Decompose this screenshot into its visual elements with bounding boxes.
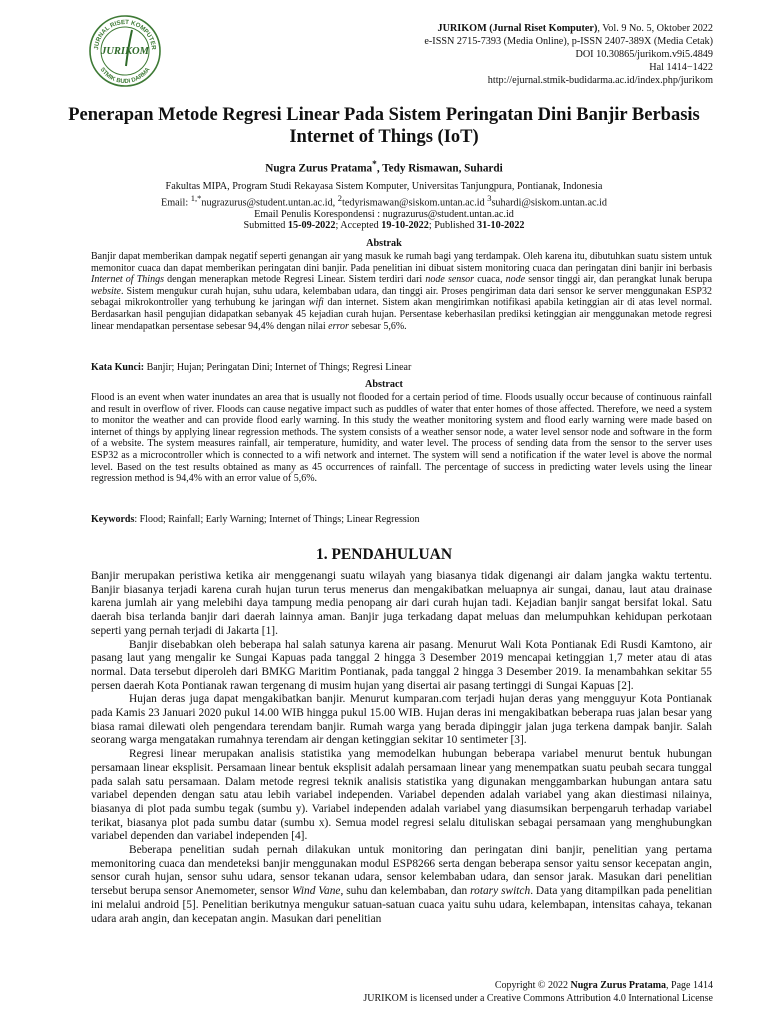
keywords-label: Keywords: [91, 514, 135, 525]
logo-text: JURIKOM: [101, 46, 149, 57]
paragraph-2: Banjir disebabkan oleh beberapa hal salah satunya karena air pasang. Menurut Wali Kota Pontianak Edi Rusdi Kamtono, air pasang laut yang mengalir ke Sungai Kapuas pada tanggal 2 hingga 3 Desember 2019 mencapai ketinggian 1,7 meter atau di atas normal. Data tersebut diperoleh dari BMKG Maritim Pontianak, pada tanggal 2 hingga 3 Desember 2019. Ia menambahkan sekitar 55 persen daerah Kota Pontianak rawan tergenang di musim hujan yang disertai air pasang tertinggi di Sungai Kapuas [2].: [91, 638, 712, 692]
submitted-date: 15-09-2022: [287, 220, 336, 232]
journal-issn: e-ISSN 2715-7393 (Media Online), p-ISSN 2407-389X (Media Cetak): [424, 36, 713, 47]
author-rest: , Tedy Rismawan, Suhardi: [376, 162, 503, 175]
abstrak-heading: Abstrak: [366, 238, 402, 249]
email-3[interactable]: suhardi@siskom.untan.ac.id: [491, 196, 607, 208]
copyright-author: Nugra Zurus Pratama: [570, 980, 667, 991]
journal-title-line: [424, 22, 713, 35]
journal-logo: [88, 14, 162, 88]
copyright-line: Copyright © 2022 Nugra Zurus Pratama, Page 1414: [494, 980, 713, 991]
paragraph-3: Hujan deras juga dapat mengakibatkan banjir. Menurut kumparan.com terjadi hujan deras yang mengguyur Kota Pontianak pada Kamis 23 Januari 2020 pukul 14.00 WIB hingga pukul 15.00 WIB. Hujan deras ini mengakibatkan beberapa ruas jalan besar yang biasa ramai dilewati oleh pengendara terendam banjir. Rumah warga yang berada dipinggir jalan juga terkena dampak banjir. Salah seorang warga mengatakan rumahnya terendam air dengan ketinggian sekitar 10 sentimeter [3].: [91, 693, 712, 747]
abstract-text: Flood is an event when water inundates an area that is usually not flooded for a certain period of time. Floods usually occur because of continuous rainfall and result in overflow of river. Floods can cause negative impact such as puddles of water that enter homes of those affected. Therefore, we need a system to monitor the weather and can provide flood early warning. In this study the weather monitoring system and flood early warning were made based on internet of things by applying linear regression methods. The system consists of a weather sensor node, a water level sensor node and software in the form of a website. The system measures rainfall, air temperature, humidity, and water level. The process of sending data from the sensor to the server uses ESP32 as a microcontroller which is connected to a wifi network and internet. The system will send a notification if the water level is above the normal level. Based on the test results obtained as many as 45 occurrences of rainfall. The percentage of success in predicting water levels using the linear regression method is 94,4% with an error value of 5,6%.: [91, 392, 712, 485]
kata-kunci: [91, 362, 712, 374]
journal-name: JURIKOM (Jurnal Riset Komputer): [437, 23, 598, 34]
kata-kunci-value: Banjir; Hujan; Peringatan Dini; Internet of Things; Regresi Linear: [144, 362, 412, 373]
keywords: [91, 514, 712, 526]
paragraph-1: Banjir merupakan peristiwa ketika air menggenangi suatu wilayah yang biasanya tidak digenangi air dalam jangka waktu tertentu. Banjir biasanya terjadi karena curah hujan turun terus menerus dan mengakibatkan meluapnya air sungai, danau, laut atau drainase karena jumlah air yang melebihi daya tampung media penopang air dari curah hujan tadi. Kejadian banjir sangat bersifat lokal. Satu daerah bisa terlanda banjir dari daerah lainnya aman. Banjir juga terkadang dapat meluas dan melumpuhkan kehidupan perkotaan seperti yang pernah terjadi di Jakarta [1].: [91, 570, 712, 637]
email-2[interactable]: tedyrismawan@siskom.untan.ac.id: [342, 196, 488, 208]
published-date: 31-10-2022: [476, 220, 525, 232]
paragraph-4: Regresi linear merupakan analisis statistika yang memodelkan hubungan beberapa variabel menurut bentuk hubungan persamaan linear eksplisit. Persamaan linear bentuk eksplisit adalah persamaan linear yang menempatkan suatu peubah secara tunggal pada salah satu persamaan. Dalam metode regresi teknik analisis statistika yang digunakan menggambarkan hubungan antara satu variabel dependen dengan satu atau lebih variabel independen. Variabel dependen adalah variabel yang akan diestimasi nilainya, biasanya di plot pada sumbu tegak (sumbu y). Variabel independen adalah variabel yang diasumsikan berpengaruh terhadap variabel terikat, biasanya plot pada sumbu datar (sumbu x). Semua model regresi selalu dituliskan sebagai persamaan yang menghubungkan variabel dependen dan variabel independen [4].: [91, 748, 712, 843]
logo-ring-top: JURNAL RISET KOMPUTER: [92, 18, 158, 51]
accepted-date: 19-10-2022: [381, 220, 429, 232]
journal-issue: , Vol. 9 No. 5, Oktober 2022: [597, 23, 713, 34]
section-heading: 1. PENDAHULUAN: [315, 546, 453, 563]
section-body: [91, 570, 712, 926]
journal-pages: Hal 1414−1422: [649, 62, 713, 73]
affiliation-block: [0, 181, 768, 232]
correspondence-line: Email Penulis Korespondensi : nugrazurus@student.untan.ac.id: [254, 208, 514, 220]
keywords-value: : Flood; Rainfall; Early Warning; Internet of Things; Linear Regression: [134, 514, 420, 525]
dates-line: Submitted 15-09-2022; Accepted 19-10-2022; Published 31-10-2022: [243, 220, 525, 232]
affiliation-line: Fakultas MIPA, Program Studi Rekayasa Sistem Komputer, Universitas Tanjungpura, Pontianak, Indonesia: [165, 181, 603, 192]
paper-title: Penerapan Metode Regresi Linear Pada Sistem Peringatan Dini Banjir Berbasis Internet of Things (IoT): [68, 105, 700, 147]
page-footer: [363, 979, 713, 1005]
journal-doi: DOI 10.30865/jurikom.v9i5.4849: [575, 49, 713, 60]
author-first: Nugra Zurus Pratama: [265, 162, 373, 175]
author-mark: *: [372, 160, 377, 170]
svg-text:STMIK BUDI DARMA: [99, 66, 152, 85]
abstrak-text: Banjir dapat memberikan dampak negatif seperti genangan air yang masuk ke rumah bagi yang terdampak. Oleh karena itu, dibutuhkan suatu sistem untuk memonitor cuaca dan dapat memberikan peringatan dini banjir. Pada penelitian ini dibuat sistem monitoring cuaca dan peringatan dini banjir ini berbasis Internet of Things dengan menerapkan metode Regresi Linear. Sistem terdiri dari node sensor cuaca, node sensor tinggi air, dan perangkat lunak berupa website. Sistem mengukur curah hujan, suhu udara, kelembaban udara, dan tinggi air. Proses pengiriman data dari sensor ke server menggunakan ESP32 sebagai mikrokontroller yang terhubung ke jaringan wifi dan internet. Sistem akan mengirimkan notifikasi apabila ketinggian air di atas level normal. Berdasarkan hasil pengujian didapatkan sebanyak 45 kejadian curah hujan. Persentase keberhasilan prediksi ketinggian air menggunakan metode regresi linear mendapatkan persentase sebesar 94,4% dengan nilai error sebesar 5,6%.: [91, 251, 713, 332]
journal-url[interactable]: http://ejurnal.stmik-budidarma.ac.id/index.php/jurikom: [487, 75, 713, 86]
kata-kunci-label: Kata Kunci:: [91, 362, 145, 373]
paragraph-5: Beberapa penelitian sudah pernah dilakukan untuk monitoring dan peringatan dini banjir, penelitian yang pertama memonitoring cuaca dan mendeteksi banjir menggunakan modul ESP8266 serta dengan beberapa sensor yaitu sensor kecepatan angin, sensor curah hujan, sensor suhu udara, sensor tekanan udara, sensor kelembaban udara, dan sensor jarak. Masukan dari penelitian tersebut berupa sensor Anemometer, sensor Wind Vane, suhu dan kelembaban, dan rotary switch. Data yang ditampilkan pada penelitian ini melalui android [5]. Penelitian berikutnya mengukur satuan-satuan cuaca yaitu suhu udara, kelembapan, intensitas cahaya, tekanan udara arah angin, dan kecepatan angin. Masukan dari penelitian: [91, 844, 713, 925]
journal-header: [424, 22, 713, 87]
email-1[interactable]: nugrazurus@student.untan.ac.id,: [201, 196, 338, 208]
logo-ring-bottom: STMIK BUDI DARMA: [98, 66, 152, 86]
paper-authors: [0, 160, 768, 175]
license-line[interactable]: JURIKOM is licensed under a Creative Commons Attribution 4.0 International License: [363, 993, 713, 1004]
abstract-heading: Abstract: [365, 379, 403, 390]
email-line: Email: $^{1,*}$nugrazurus@student.untan.ac.id, $^2$tedyrismawan@siskom.untan.ac.id $^3$suhardi@siskom.untan.ac.id: [161, 192, 607, 208]
